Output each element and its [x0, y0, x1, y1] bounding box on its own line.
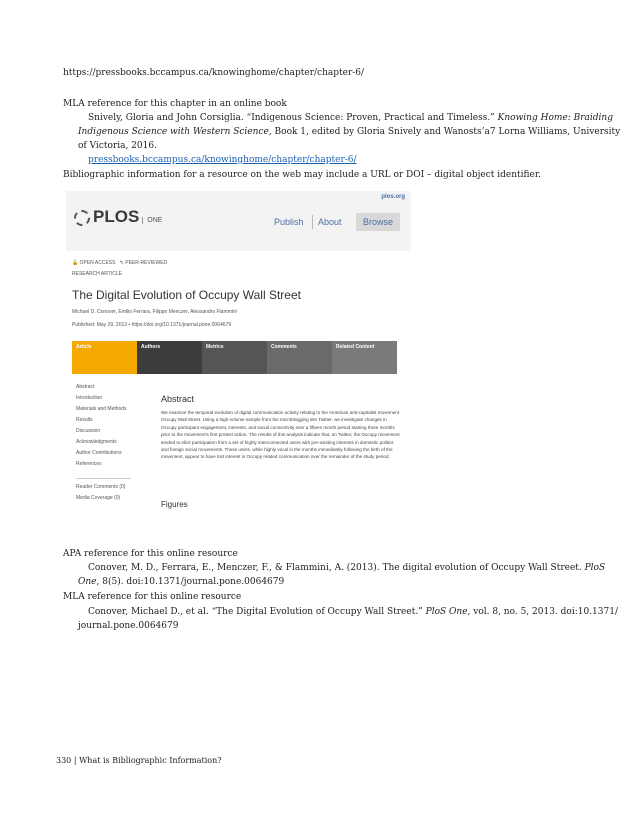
mla-chapter-line2	[78, 125, 620, 140]
lock-icon: 🔓	[72, 260, 79, 266]
tab-authors[interactable]	[137, 341, 202, 374]
article-title: The Digital Evolution of Occupy Wall Street	[72, 288, 301, 302]
mla-resource-heading: MLA reference for this online resource	[63, 592, 242, 602]
sidebar-acknowledgments[interactable]: Acknowledgments	[76, 439, 117, 445]
mla-chapter-line2-italic: Indigenous Science with Western Science	[78, 127, 269, 137]
mla-resource-line1-rest: , vol. 8, no. 5, 2013. doi:10.1371/	[467, 607, 618, 617]
apa-line2-plain: , 8(5). doi:10.1371/journal.pone.0064679	[96, 577, 285, 587]
plos-logo-text: PLOS	[93, 207, 140, 226]
mla-chapter-link[interactable]	[88, 153, 357, 168]
tab-related-content[interactable]	[332, 341, 397, 374]
sidebar-author-contributions[interactable]: Author Contributions	[76, 450, 122, 456]
article-published: Published: May 29, 2013 • https://doi.org/10.1371/journal.pone.0064679	[72, 322, 232, 328]
footer-separator: |	[73, 756, 77, 765]
peer-review-icon: ✎	[119, 260, 124, 266]
running-title: What is Bibliographic Information?	[79, 756, 222, 765]
plos-logo-sub: ONE	[142, 217, 162, 224]
nav-divider	[312, 215, 313, 229]
plos-logo-icon	[74, 210, 90, 226]
apa-line1	[88, 561, 605, 576]
mla-resource-line1-italic: PloS One	[425, 607, 468, 617]
mla-chapter-heading: MLA reference for this chapter in an online book	[63, 99, 287, 109]
mla-chapter-line1-plain: Snively, Gloria and John Corsiglia. “Indigenous Science: Proven, Practical and Timeless.”	[88, 113, 498, 123]
article-tabs	[72, 341, 397, 374]
sidebar-abstract[interactable]: Abstract	[76, 384, 95, 390]
sidebar-reader-comments[interactable]: Reader Comments (0)	[76, 484, 126, 490]
abstract-heading: Abstract	[161, 394, 195, 404]
sidebar-divider	[76, 478, 131, 479]
mla-resource-line2: journal.pone.0064679	[78, 621, 179, 631]
abstract-text: We examine the temporal evolution of digital communication activity relating to the American anti-capitalist movement Occupy Wall Street. Using a high-volume sample from the microblogging site Twitter, we investigate changes in Occupy participant engagement, interests, and social connectivity over a fifteen month period starting three months prior to the movement's first protest action. The results of this analysis indicate that, on Twitter, the Occupy movement tended to elicit participation from a set of highly interconnected users with pre-existing interests in domestic politics and foreign social movements. These users, while highly vocal in the months immediately following the birth of the movement, appear to have lost interest in Occupy related communication over the remainder of the study period.	[161, 410, 400, 460]
sidebar-materials[interactable]: Materials and Methods	[76, 406, 127, 412]
apa-line2	[78, 575, 284, 590]
research-article-label: RESEARCH ARTICLE	[72, 271, 122, 277]
mla-chapter-line3: of Victoria, 2016.	[78, 141, 157, 151]
sidebar-media-coverage[interactable]: Media Coverage (0)	[76, 495, 121, 501]
article-authors[interactable]: Michael D. Conover, Emilio Ferrara, Filippo Menczer, Alessandro Flammini	[72, 309, 237, 315]
nav-publish[interactable]: Publish	[274, 217, 304, 227]
peer-reviewed-label: PEER-REVIEWED	[125, 260, 168, 266]
plos-logo	[74, 207, 162, 227]
tab-metrics-label: Metrics	[206, 344, 224, 350]
apa-line2-italic: One	[78, 577, 97, 587]
apa-line1-plain: Conover, M. D., Ferrara, E., Menczer, F., & Flammini, A. (2013). The digital evolution of Occupy Wall Street.	[88, 563, 585, 573]
tab-article-label: Article	[76, 344, 92, 350]
nav-about[interactable]: About	[318, 217, 342, 227]
apa-heading: APA reference for this online resource	[63, 549, 238, 559]
tab-comments[interactable]	[267, 341, 332, 374]
tab-comments-label: Comments	[271, 344, 297, 350]
bib-info-text: Bibliographic information for a resource on the web may include a URL or DOI – digital object identifier.	[63, 170, 541, 180]
sidebar-results[interactable]: Results	[76, 417, 93, 423]
plos-site-label: plos.org	[381, 194, 405, 200]
mla-resource-line1-plain: Conover, Michael D., et al. “The Digital Evolution of Occupy Wall Street.”	[88, 607, 426, 617]
mla-chapter-line1	[88, 111, 613, 126]
mla-chapter-line2-plain: , Book 1, edited by Gloria Snively and Wanosts’a7 Lorna Williams, University	[268, 127, 621, 137]
mla-chapter-line1-italic: Knowing Home: Braiding	[497, 113, 613, 123]
figures-heading: Figures	[161, 500, 188, 509]
apa-line1-italic: PloS	[584, 563, 606, 573]
nav-browse-button[interactable]: Browse	[356, 213, 400, 231]
open-access-badge	[72, 260, 167, 266]
plos-screenshot	[66, 191, 411, 511]
mla-resource-line1	[88, 605, 618, 620]
tab-metrics[interactable]	[202, 341, 267, 374]
sidebar-introduction[interactable]: Introduction	[76, 395, 103, 401]
sidebar-references[interactable]: References	[76, 461, 102, 467]
open-access-label: OPEN ACCESS	[79, 260, 116, 266]
tab-authors-label: Authors	[141, 344, 161, 350]
page-footer	[56, 756, 222, 765]
page-number: 330	[56, 756, 72, 765]
sidebar-discussion[interactable]: Discussion	[76, 428, 101, 434]
tab-related-label: Related Content	[336, 344, 375, 350]
chapter-link[interactable]: pressbooks.bccampus.ca/knowinghome/chapter/chapter-6/	[88, 155, 357, 165]
tab-article[interactable]	[72, 341, 137, 374]
chapter-url: https://pressbooks.bccampus.ca/knowinghome/chapter/chapter-6/	[63, 68, 365, 78]
